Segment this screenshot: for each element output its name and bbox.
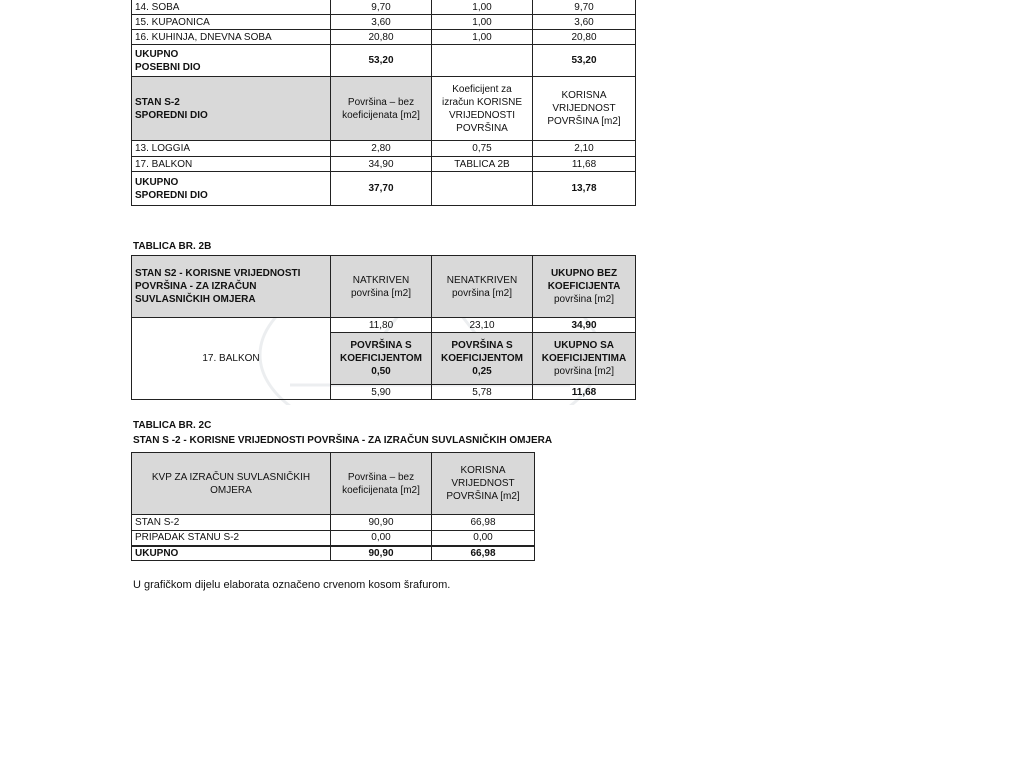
total-label-line-2: POSEBNI DIO <box>135 61 201 73</box>
header-uncovered-line-1: NENATKRIVEN <box>446 274 518 286</box>
value-coef-1: 5,90 <box>331 385 432 400</box>
total-useful: 13,78 <box>533 172 636 206</box>
area-cell: 0,00 <box>331 531 432 546</box>
header-covered-line-1: NATKRIVEN <box>352 274 410 286</box>
header-label-line-2: POVRŠINA - ZA IZRAČUN <box>135 281 257 292</box>
coef-header-3-line-3: površina [m2] <box>553 366 615 377</box>
header-area <box>331 453 432 515</box>
coef-header-1-line-2: KOEFICIJENTOM <box>339 353 423 364</box>
header-coef-line-1: Koeficijent za <box>452 83 512 95</box>
header-label-line-3: SUVLASNIČKIH OMJERA <box>135 294 256 305</box>
area-cell: 20,80 <box>331 30 432 45</box>
empty-cell <box>432 45 533 77</box>
total-label-line-2: SPOREDNI DIO <box>135 189 208 201</box>
table-row <box>132 15 636 30</box>
total-useful: 53,20 <box>533 45 636 77</box>
total-row-posebni <box>132 45 636 77</box>
header-label-line-1: STAN S-2 <box>135 96 180 108</box>
total-label: UKUPNO <box>132 546 331 561</box>
header-label-line-2: OMJERA <box>210 484 252 496</box>
area-cell: 34,90 <box>331 157 432 172</box>
coef-header-1-line-3: 0,50 <box>371 366 391 377</box>
table-2c <box>131 452 535 561</box>
header-label-line-1: KVP ZA IZRAČUN SUVLASNIČKIH <box>151 471 311 483</box>
coef-cell: 1,00 <box>432 30 533 45</box>
header-useful-line-1: KORISNA <box>460 465 506 476</box>
header-area-line-1: Površina – bez <box>347 471 415 483</box>
total-label <box>132 172 331 206</box>
coef-cell: 1,00 <box>432 0 533 15</box>
coef-header-2-line-1: POVRŠINA S <box>451 340 513 351</box>
coef-header-2-line-3: 0,25 <box>472 366 492 377</box>
total-label-line-1: UKUPNO <box>135 48 179 60</box>
header-total-raw <box>533 256 636 318</box>
total-area: 37,70 <box>331 172 432 206</box>
header-label <box>132 453 331 515</box>
table-row <box>132 30 636 45</box>
table-2c-caption: TABLICA BR. 2C <box>133 420 212 431</box>
coef-header-3-line-2: KOEFICIJENTIMA <box>541 353 627 364</box>
useful-cell: 9,70 <box>533 0 636 15</box>
coef-header-3 <box>533 333 636 385</box>
header-area-line-2: koeficijenata [m2] <box>342 484 420 496</box>
table-row <box>132 157 636 172</box>
header-useful-line-2: VRIJEDNOST <box>451 478 515 489</box>
value-covered: 11,80 <box>331 318 432 333</box>
room-label: 15. KUPAONICA <box>132 15 331 30</box>
coef-cell: 0,75 <box>432 141 533 157</box>
header-useful <box>432 453 535 515</box>
header-label-line-2: SPOREDNI DIO <box>135 109 208 121</box>
coef-header-3-line-1: UKUPNO SA <box>553 340 614 351</box>
header-coef-line-2: izračun KORISNE <box>441 96 523 108</box>
total-row <box>132 546 535 561</box>
header-uncovered <box>432 256 533 318</box>
table-row <box>132 531 535 546</box>
footnote: U grafičkom dijelu elaborata označeno crvenom kosom šrafurom. <box>133 579 451 591</box>
header-label-line-1: STAN S2 - KORISNE VRIJEDNOSTI <box>135 268 301 279</box>
room-label: 17. BALKON <box>132 157 331 172</box>
header-area-line-2: koeficijenata [m2] <box>342 109 420 121</box>
header-area <box>331 77 432 141</box>
useful-cell: 11,68 <box>533 157 636 172</box>
total-label <box>132 45 331 77</box>
useful-cell: 3,60 <box>533 15 636 30</box>
header-coef-line-4: POVRŠINA <box>456 122 508 134</box>
table-2b-caption: TABLICA BR. 2B <box>133 241 212 252</box>
table-row <box>132 0 636 15</box>
header-useful-line-2: VRIJEDNOST <box>552 103 616 114</box>
value-total-raw: 34,90 <box>533 318 636 333</box>
header-total-raw-line-1: UKUPNO BEZ <box>550 268 618 279</box>
useful-cell: 20,80 <box>533 30 636 45</box>
coef-header-1 <box>331 333 432 385</box>
table-row <box>132 515 535 531</box>
header-useful-line-1: KORISNA <box>561 90 607 101</box>
header-useful <box>533 77 636 141</box>
value-uncovered: 23,10 <box>432 318 533 333</box>
total-row-sporedni <box>132 172 636 206</box>
header-coef-line-3: VRIJEDNOSTI <box>448 109 516 121</box>
row-label: STAN S-2 <box>132 515 331 531</box>
balcony-label: 17. BALKON <box>132 318 331 400</box>
coef-header-1-line-1: POVRŠINA S <box>350 340 412 351</box>
header-total-raw-line-2: KOEFICIJENTA <box>547 281 621 292</box>
area-cell: 2,80 <box>331 141 432 157</box>
total-label-line-1: UKUPNO <box>135 176 179 188</box>
header-total-raw-line-3: površina [m2] <box>553 294 615 305</box>
coef-cell: TABLICA 2B <box>432 157 533 172</box>
values-raw-row <box>132 318 636 333</box>
area-cell: 9,70 <box>331 0 432 15</box>
header-label <box>132 256 331 318</box>
table-row <box>132 141 636 157</box>
table-2a <box>131 0 636 206</box>
useful-cell: 2,10 <box>533 141 636 157</box>
total-area: 53,20 <box>331 45 432 77</box>
room-label: 13. LOGGIA <box>132 141 331 157</box>
header-uncovered-line-2: površina [m2] <box>451 287 513 299</box>
header-useful-line-3: POVRŠINA [m2] <box>547 116 621 127</box>
useful-cell: 0,00 <box>432 531 535 546</box>
header-covered-line-2: površina [m2] <box>350 287 412 299</box>
room-label: 16. KUHINJA, DNEVNA SOBA <box>132 30 331 45</box>
header-row <box>132 256 636 318</box>
header-useful-line-3: POVRŠINA [m2] <box>446 491 520 502</box>
header-area-line-1: Površina – bez <box>347 96 415 108</box>
area-cell: 90,90 <box>331 515 432 531</box>
room-label: 14. SOBA <box>132 0 331 15</box>
table-2c-subtitle: STAN S -2 - KORISNE VRIJEDNOSTI POVRŠINA - ZA IZRAČUN SUVLASNIČKIH OMJERA <box>133 435 553 446</box>
total-area: 90,90 <box>331 546 432 561</box>
coef-cell: 1,00 <box>432 15 533 30</box>
header-covered <box>331 256 432 318</box>
coef-header-2-line-2: KOEFICIJENTOM <box>440 353 524 364</box>
header-row-sporedni <box>132 77 636 141</box>
value-coef-2: 5,78 <box>432 385 533 400</box>
area-cell: 3,60 <box>331 15 432 30</box>
useful-cell: 66,98 <box>432 515 535 531</box>
empty-cell <box>432 172 533 206</box>
coef-header-2 <box>432 333 533 385</box>
value-coef-total: 11,68 <box>533 385 636 400</box>
table-2b <box>131 255 636 400</box>
total-useful: 66,98 <box>432 546 535 561</box>
header-label <box>132 77 331 141</box>
header-row <box>132 453 535 515</box>
header-coef <box>432 77 533 141</box>
row-label: PRIPADAK STANU S-2 <box>132 531 331 546</box>
